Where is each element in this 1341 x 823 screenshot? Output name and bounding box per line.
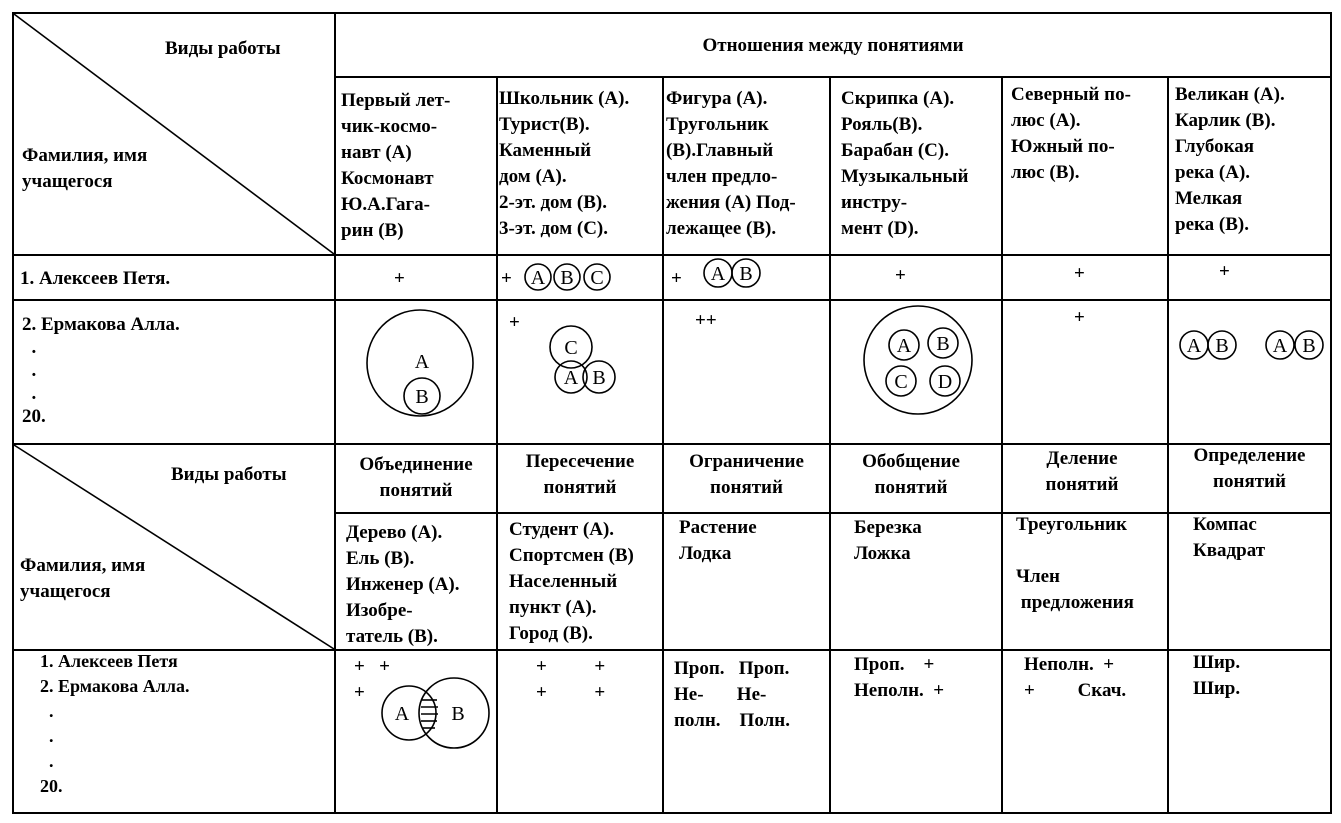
label-c: C [564,337,578,359]
work-type-1: Объединение понятий [359,454,473,501]
bottom-students: 1. Алексеев Петя 2. Ермакова Алла. . . . 20. [40,651,190,796]
concept-cell-4: Скрипка (А). Рояль(В). Барабан (С). Музыкальный инстру- мент (D). [841,88,969,239]
label-a: A [530,267,546,289]
header-relations: Отношения между понятиями [702,35,964,56]
venn-row2-col4 [864,306,972,414]
label-a: A [710,263,726,285]
label-b: B [451,703,465,725]
concept-cell-5: Северный по- люс (А). Южный по- люс (В). [1011,84,1131,183]
bottom-concept-4: Березка Ложка [854,517,922,564]
row2-students: 2. Ермакова Алла. . . . 20. [22,314,180,427]
work-type-3: Ограничение понятий [689,451,804,498]
work-type-2: Пересечение понятий [525,451,635,498]
label-a: A [414,351,430,373]
concept-cell-3: Фигура (А). Тругольник (В).Главный член предло- жения (А) Под- лежащее (В). [666,88,796,239]
concept-cell-1: Первый лет- чик-космо- навт (А) Космонавт Ю.А.Гага- рин (В) [341,90,451,241]
bottom-concept-5: Треугольник Член предложения [1016,514,1134,613]
label-b: B [1215,335,1229,357]
label-c: C [894,371,908,393]
work-type-6: Определение понятий [1193,445,1306,492]
corner-work-type-label-bottom: Виды работы [171,464,287,485]
bottom-marks-4: Проп. + Неполн. + [854,654,945,701]
label-b: B [560,267,574,289]
label-b: B [592,367,606,389]
bottom-marks-3: Проп. Проп. Не- Не- полн. Полн. [674,658,790,731]
concept-cell-6: Великан (А). Карлик (В). Глубокая река (А). Мелкая река (В). [1175,84,1285,235]
bottom-concept-3: Растение Лодка [679,517,757,564]
bottom-marks-1: + + + [354,656,390,703]
label-a: A [1272,335,1288,357]
row2-mark-col2: + [509,312,520,333]
row1-mark-1: + [394,268,405,289]
bottom-marks-2: + + + + [536,656,606,703]
concept-cell-2: Школьник (А). Турист(В). Каменный дом (А). 2-эт. дом (В). 3-эт. дом (С). [499,88,630,239]
row1-mark-5: + [1074,263,1085,284]
work-type-5: Деление понятий [1045,448,1119,495]
work-type-4: Обобщение понятий [862,451,960,498]
label-d: D [937,371,953,393]
corner-student-label-bottom: Фамилия, имя учащегося [20,555,146,602]
label-a: A [1186,335,1202,357]
venn-row1-col2-labels [531,267,604,289]
label-a: A [896,335,912,357]
bottom-concept-1: Дерево (А). Ель (В). Инженер (А). Изобре- татель (В). [346,522,460,647]
bottom-concept-2: Студент (А). Спортсмен (В) Населенный пункт (А). Город (В). [509,519,634,644]
row1-mark-3: + [671,268,682,289]
bottom-marks-6: Шир. Шир. [1193,652,1241,699]
label-b: B [415,386,429,408]
bottom-marks-5: Неполн. + + Скач. [1024,654,1127,701]
row1-mark-2: + [501,268,512,289]
label-b: B [1302,335,1316,357]
row1-mark-6: + [1219,261,1230,282]
label-c: C [590,267,604,289]
label-a: A [563,367,579,389]
row1-student: 1. Алексеев Петя. [20,268,171,289]
corner-work-type-label: Виды работы [165,38,281,59]
row1-mark-4: + [895,265,906,286]
corner-student-label: Фамилия, имя учащегося [22,145,148,192]
label-b: B [936,333,950,355]
bottom-concept-6: Компас Квадрат [1193,514,1266,561]
label-a: A [394,703,410,725]
row2-mark-col5: + [1074,307,1085,328]
row2-mark-col3: ++ [695,310,717,331]
label-b: B [739,263,753,285]
